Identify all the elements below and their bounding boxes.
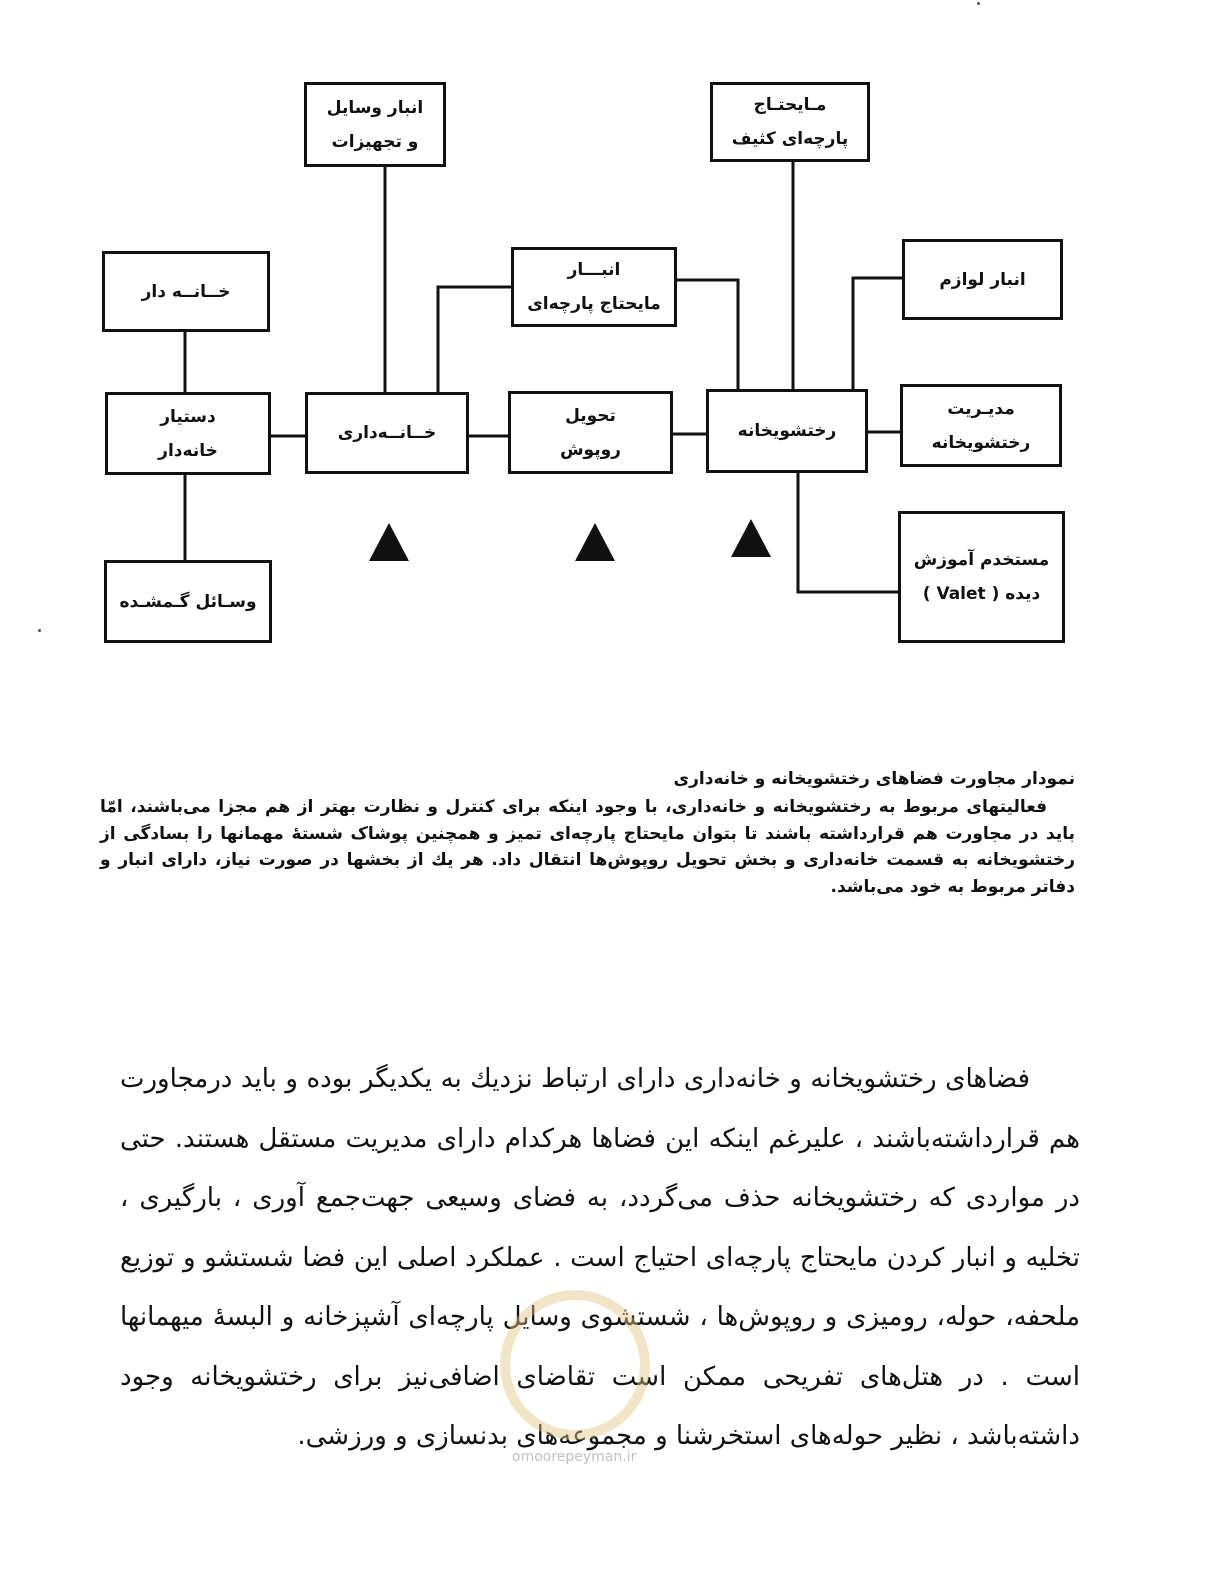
body-paragraph: فضاهای رختشویخانه و خانه‌داری دارای ارتباط نزدیك به یکدیگر بوده و باید درمجاورت هم قرارداشته‌باشند ، علیرغم اینکه این فضاها هرکدام دارای مدیریت مستقل هستند. حتی در مواردی که رختشویخانه حذف می‌گردد، به فضای وسیعی جهت‌جمع آوری ، بارگیری ، تخلیه و انبار کردن مایحتاج پارچه‌ای احتیاج است . عملکرد اصلی این فضا شستشو و توزیع ملحفه، حوله، رومیزی و روپوش‌ها ، شستشوی وسایل پارچه‌ای آشپزخانه و البسهٔ میهمانها است . در هتل‌های تفریحی ممکن است تقاضای اضافی‌نیز برای رختشویخانه وجود داشته‌باشد ، نظیر حوله‌های استخرشنا و مجموعه‌های بدنسازی و ورزشی. bbox=[120, 1064, 1080, 1451]
triangle-marker bbox=[575, 523, 615, 561]
box-laundry-management: مدیـریت رختشویخانه bbox=[900, 384, 1062, 467]
box-supplies-storage: انبار لوازم bbox=[902, 239, 1063, 320]
box-housekeeper: خــانــه دار bbox=[102, 251, 270, 332]
box-assistant-housekeeper: دستیار خانه‌دار bbox=[105, 392, 271, 475]
box-lost-and-found: وسـائل گـمشـده bbox=[104, 560, 272, 643]
diagram-caption-body: فعالیتهای مربوط به رختشویخانه و خانه‌داری، با وجود اینکه برای کنترل و نظارت بهتر از هم مجزا می‌باشند، امّا باید در مجاورت هم قرارداشته باشند تا بتوان مایحتاج پارچه‌ای تمیز و همچنین پوشاک شستهٔ مهمانها را بسادگی از رختشویخانه به قسمت خانه‌داری و بخش تحویل روپوش‌ها انتقال داد. هر یك از بخشها در صورت نیاز، دارای انبار و دفاتر مربوط به خود می‌باشد. bbox=[100, 797, 1075, 897]
triangle-marker bbox=[731, 519, 771, 557]
scan-dot bbox=[38, 629, 41, 632]
diagram-caption-title: نمودار مجاورت فضاهای رختشویخانه و خانه‌داری bbox=[673, 769, 1075, 789]
box-uniform-delivery: تحویل روپوش bbox=[508, 391, 673, 474]
box-linen-storage: انبـــار مایحتاج پارچه‌ای bbox=[511, 247, 677, 327]
triangle-marker bbox=[369, 523, 409, 561]
watermark-url: omoorepeyman.ir bbox=[512, 1449, 637, 1465]
box-dirty-linen: مـایحتـاج پارچه‌ای کثیف bbox=[710, 82, 870, 162]
box-tools-storage: انبار وسایل و تجهیزات bbox=[304, 82, 446, 167]
box-laundry: رختشویخانه bbox=[706, 389, 868, 473]
scan-dot bbox=[977, 2, 980, 5]
box-trained-valet: مستخدم آموزش دیده ( Valet ) bbox=[898, 511, 1065, 643]
box-housekeeping: خــانــه‌داری bbox=[305, 392, 469, 474]
